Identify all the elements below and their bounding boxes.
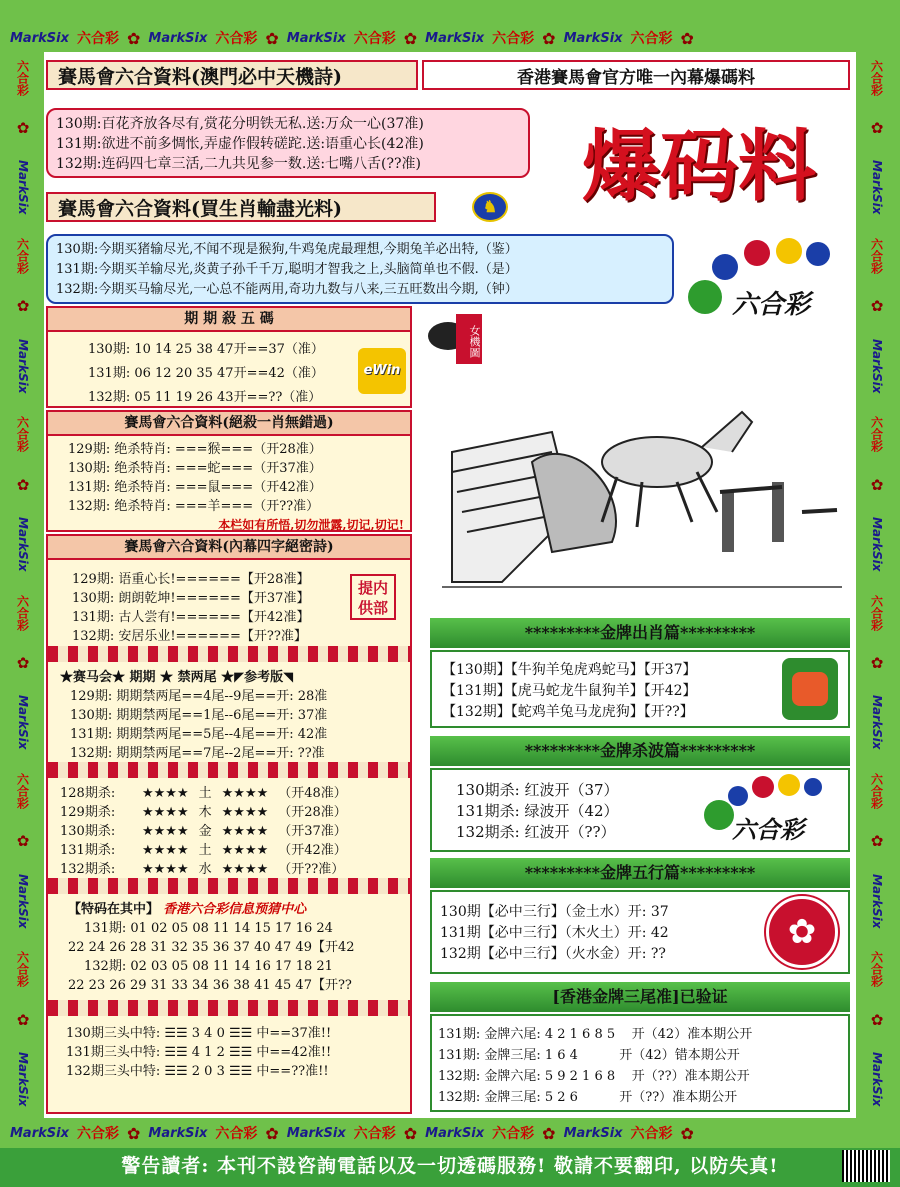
kill-five-row: 131期: 06 12 20 35 47开==42（准） bbox=[88, 366, 324, 381]
ban-tail-row: 131期: 期期禁两尾==5尾--4尾==开: 42准 bbox=[70, 727, 328, 742]
gold-zodiac-title: *********金牌出肖篇********* bbox=[430, 618, 850, 648]
star-kill-element: 土 bbox=[198, 786, 212, 801]
gold-wave-row: 132期杀: 红波开（??） bbox=[456, 823, 616, 841]
liuhecai-border-text: 六合彩 bbox=[492, 1126, 535, 1142]
flower-icon: ✿ bbox=[16, 832, 30, 851]
star-kill-period: 132期杀: bbox=[60, 862, 116, 877]
gold-five-row: 130期【必中三行】（金土水）开: 37 bbox=[440, 904, 669, 920]
special-line: 132期: 02 03 05 08 11 14 16 17 18 21 bbox=[84, 959, 333, 974]
stars-icon: ★★★★ bbox=[142, 824, 189, 839]
liuhecai-border-text: 六合彩 bbox=[869, 59, 884, 96]
flower-icon: ✿ bbox=[870, 118, 884, 137]
gold-tail-panel bbox=[430, 1014, 850, 1112]
header-title-2-text: 賽馬會六合資料(買生肖輸盡光料) bbox=[58, 197, 342, 220]
stars-icon: ★★★★ bbox=[142, 843, 189, 858]
gold-wave-row: 130期杀: 红波开（37） bbox=[456, 781, 619, 799]
zigzag-divider bbox=[48, 1000, 410, 1016]
flower-icon: ✿ bbox=[16, 475, 30, 494]
marksix-logo-text: MarkSix bbox=[425, 1125, 485, 1141]
header-title-2 bbox=[46, 192, 436, 222]
cartoon-illustration bbox=[442, 392, 842, 592]
stars-icon: ★★★★ bbox=[142, 786, 189, 801]
liuhecai-border-text: 六合彩 bbox=[15, 59, 30, 96]
four-char-row: 129期: 语重心长!======【开28准】 bbox=[72, 572, 310, 587]
star-kill-element: 木 bbox=[198, 805, 212, 820]
ball-red-icon bbox=[752, 776, 774, 798]
big-title: 爆码料 bbox=[581, 121, 816, 212]
bauhinia-emblem-icon: ✿ bbox=[766, 896, 838, 968]
liuhecai-border-text: 六合彩 bbox=[630, 31, 673, 47]
liuhecai-border-text: 六合彩 bbox=[869, 594, 884, 631]
zigzag-divider bbox=[48, 878, 410, 894]
four-char-row: 132期: 安居乐业!======【开??准】 bbox=[72, 629, 307, 644]
flower-icon: ✿ bbox=[16, 1010, 30, 1029]
kill-one-row: 130期: 绝杀特肖: ===蛇===（开37准） bbox=[68, 461, 322, 476]
marksix-logo-text: MarkSix bbox=[16, 160, 30, 215]
star-kill-element: 水 bbox=[198, 862, 212, 877]
ball-blue-icon bbox=[806, 242, 830, 266]
flower-icon: ✿ bbox=[16, 297, 30, 316]
kill-one-row: 131期: 绝杀特肖: ===鼠===（开42准） bbox=[68, 480, 322, 495]
ball-red-icon bbox=[744, 240, 770, 266]
flower-icon: ✿ bbox=[870, 653, 884, 672]
lose-zodiac-line: 132期:今期买马输尽光,一心总不能两用,奇功九数与八来,三五旺数出今期,（钟） bbox=[56, 282, 518, 297]
flower-icon: ✿ bbox=[126, 28, 141, 48]
special-line: 22 23 26 29 31 33 34 36 38 41 45 47【开?? bbox=[68, 978, 352, 993]
liuhecai-border-text: 六合彩 bbox=[630, 1126, 673, 1142]
gold-zodiac-panel bbox=[430, 650, 850, 728]
liuhecai-border-text: 六合彩 bbox=[76, 31, 119, 47]
star-kill-row bbox=[60, 860, 410, 879]
bottom-border-strip bbox=[10, 1123, 890, 1143]
marksix-logo-text: MarkSix bbox=[16, 873, 30, 928]
ball-green-icon bbox=[704, 800, 734, 830]
stars-icon: ★★★★ bbox=[221, 824, 269, 839]
star-kill-block bbox=[48, 778, 410, 878]
marksix-logo-text: MarkSix bbox=[870, 695, 884, 750]
gold-five-row: 132期【必中三行】（火水金）开: ?? bbox=[440, 946, 666, 962]
liuhecai-border-text: 六合彩 bbox=[869, 416, 884, 453]
special-label: 【特码在其中】 bbox=[68, 902, 160, 917]
ball-blue-icon bbox=[728, 786, 748, 806]
four-char-row: 130期: 朗朗乾坤!======【开37准】 bbox=[72, 591, 310, 606]
marksix-logo-text: MarkSix bbox=[286, 30, 346, 46]
ball-yellow-icon bbox=[776, 238, 802, 264]
star-kill-result: （开48准） bbox=[278, 786, 347, 801]
liuhecai-border-text: 六合彩 bbox=[76, 1126, 119, 1142]
ball-blue-icon bbox=[804, 778, 822, 796]
liuhecai-border-text: 六合彩 bbox=[215, 31, 258, 47]
kill-five-row: 130期: 10 14 25 38 47开==37（准） bbox=[88, 342, 324, 357]
marksix-logo-text: MarkSix bbox=[563, 30, 623, 46]
liuhecai-border-text: 六合彩 bbox=[869, 237, 884, 274]
gold-tail-row: 131期: 金牌三尾: 1 6 4 开（42）错本期公开 bbox=[438, 1048, 740, 1063]
liuhecai-border-text: 六合彩 bbox=[353, 31, 396, 47]
inside-stamp: 提内供部 bbox=[350, 574, 396, 620]
header-title-1-text: 賽馬會六合資料(澳門必中天機詩) bbox=[58, 65, 342, 88]
flower-icon: ✿ bbox=[265, 28, 279, 48]
four-char-title: 賽馬會六合資料(內幕四字絕密詩) bbox=[48, 536, 410, 560]
header-title-1 bbox=[46, 60, 418, 90]
gold-tail-row: 131期: 金牌六尾: 4 2 1 6 8 5 开（42）准本期公开 bbox=[438, 1027, 753, 1042]
kill-five-panel bbox=[46, 306, 412, 408]
marksix-logo-text: MarkSix bbox=[286, 1125, 346, 1141]
zigzag-divider bbox=[48, 646, 410, 662]
liuhecai-border-text: 六合彩 bbox=[15, 772, 30, 809]
flower-icon: ✿ bbox=[680, 1123, 694, 1143]
left-border-strip bbox=[6, 48, 40, 1118]
liuhecai-logo-text: 六合彩 bbox=[732, 290, 811, 320]
marksix-logo-text: MarkSix bbox=[10, 30, 69, 46]
marksix-logo-text: MarkSix bbox=[563, 1125, 623, 1141]
top-border-strip bbox=[10, 28, 890, 48]
star-kill-row bbox=[60, 841, 410, 860]
star-kill-row bbox=[60, 822, 410, 841]
ball-yellow-icon bbox=[778, 774, 800, 796]
zigzag-divider bbox=[48, 762, 410, 778]
gold-wave-row: 131期杀: 绿波开（42） bbox=[456, 802, 619, 820]
lose-zodiac-box bbox=[46, 234, 674, 304]
star-kill-result: （开37准） bbox=[278, 824, 347, 839]
kill-five-title: 期 期 殺 五 碼 bbox=[48, 308, 410, 332]
marksix-logo-text: MarkSix bbox=[425, 30, 485, 46]
flower-icon: ✿ bbox=[265, 1123, 279, 1143]
kill-one-note: 本栏如有所悟,切勿泄露,切记,切记! bbox=[218, 518, 404, 532]
kill-five-row: 132期: 05 11 19 26 43开==??（准） bbox=[88, 390, 322, 405]
three-head-row: 132期三头中特: ☰☰ 2 0 3 ☰☰ 中==??准!! bbox=[66, 1064, 329, 1079]
stars-icon: ★★★★ bbox=[221, 843, 269, 858]
star-kill-result: （开42准） bbox=[278, 843, 347, 858]
barcode-icon bbox=[842, 1150, 890, 1182]
marksix-logo-text: MarkSix bbox=[870, 516, 884, 572]
right-border-strip bbox=[860, 48, 894, 1118]
gold-zodiac-row: 【132期】【蛇鸡羊兔马龙虎狗】【开??】 bbox=[442, 704, 694, 720]
three-head-row: 130期三头中特: ☰☰ 3 4 0 ☰☰ 中==37准!! bbox=[66, 1026, 332, 1041]
star-kill-element: 土 bbox=[198, 843, 212, 858]
main-page bbox=[44, 52, 856, 1118]
flower-icon: ✿ bbox=[870, 832, 884, 851]
flower-icon: ✿ bbox=[870, 1010, 884, 1029]
star-kill-row bbox=[60, 784, 410, 803]
slogan-text: 香港賽馬會官方唯一內幕爆碼料 bbox=[517, 67, 755, 88]
marksix-logo-text: MarkSix bbox=[870, 873, 884, 928]
four-char-row: 131期: 古人尝有!======【开42准】 bbox=[72, 610, 310, 625]
marksix-logo-text: MarkSix bbox=[16, 1051, 30, 1107]
fist-icon bbox=[782, 658, 838, 720]
poem-line: 130期:百花齐放各尽有,赏花分明铁无私.送:万众一心(37准) bbox=[56, 116, 424, 132]
marksix-logo-text: MarkSix bbox=[148, 30, 208, 46]
gold-zodiac-row: 【131期】【虎马蛇龙牛鼠狗羊】【开42】 bbox=[442, 683, 697, 699]
ball-green-icon bbox=[688, 280, 722, 314]
flower-icon: ✿ bbox=[403, 1123, 418, 1143]
left-lower-panel bbox=[46, 534, 412, 1114]
flower-icon: ✿ bbox=[870, 475, 884, 494]
poem-box bbox=[46, 108, 530, 178]
slogan-bar bbox=[422, 60, 850, 90]
horse-logo-icon: ♞ bbox=[472, 192, 508, 222]
special-line: 22 24 26 28 31 32 35 36 37 40 47 49【开42 bbox=[68, 940, 355, 955]
special-line: 131期: 01 02 05 08 11 14 15 17 16 24 bbox=[84, 921, 333, 936]
flower-icon: ✿ bbox=[542, 28, 556, 48]
flower-icon: ✿ bbox=[680, 28, 694, 48]
gold-wave-title: *********金牌杀波篇********* bbox=[430, 736, 850, 766]
star-kill-row bbox=[60, 803, 410, 822]
liuhecai-border-text: 六合彩 bbox=[15, 951, 30, 988]
star-kill-result: （开??准） bbox=[278, 862, 345, 877]
lose-zodiac-line: 131期:今期买羊输尽光,炎黄子孙千千万,聪明才智我之上,头脑简单也不假.（是） bbox=[56, 262, 518, 277]
gold-five-panel bbox=[430, 890, 850, 974]
kill-one-row: 132期: 绝杀特肖: ===羊===（开??准） bbox=[68, 499, 320, 514]
stars-icon: ★★★★ bbox=[221, 805, 269, 820]
marksix-logo-text: MarkSix bbox=[870, 160, 884, 215]
marksix-logo-text: MarkSix bbox=[870, 1051, 884, 1107]
ewin-logo: eWin bbox=[358, 348, 406, 394]
marksix-logo-text: MarkSix bbox=[148, 1125, 208, 1141]
girl-label: 女機圖 bbox=[456, 314, 482, 364]
kill-one-row: 129期: 绝杀特肖: ===猴===（开28准） bbox=[68, 442, 322, 457]
star-kill-period: 131期杀: bbox=[60, 843, 116, 858]
stars-icon: ★★★★ bbox=[221, 862, 269, 877]
marksix-logo-text: MarkSix bbox=[16, 516, 30, 572]
flower-icon: ✿ bbox=[126, 1123, 141, 1143]
flower-icon: ✿ bbox=[870, 297, 884, 316]
star-kill-result: （开28准） bbox=[278, 805, 347, 820]
marksix-logo-text: MarkSix bbox=[16, 695, 30, 750]
gold-tail-title: [香港金牌三尾准]已验证 bbox=[430, 982, 850, 1012]
marksix-logo-text: MarkSix bbox=[10, 1125, 69, 1141]
liuhecai-border-text: 六合彩 bbox=[15, 237, 30, 274]
special-center: 香港六合彩信息预猜中心 bbox=[163, 902, 307, 917]
gold-five-row: 131期【必中三行】（木火土）开: 42 bbox=[440, 925, 669, 941]
star-kill-period: 130期杀: bbox=[60, 824, 116, 839]
flower-icon: ✿ bbox=[403, 28, 418, 48]
poem-line: 132期:连码四七章三活,二九共见参一数.送:七嘴八舌(??准) bbox=[56, 156, 421, 172]
flower-icon: ✿ bbox=[542, 1123, 556, 1143]
ball-blue-icon bbox=[712, 254, 738, 280]
ban-tail-row: 132期: 期期禁两尾==7尾--2尾==开: ??准 bbox=[70, 746, 325, 761]
flower-icon: ✿ bbox=[16, 118, 30, 137]
star-kill-period: 129期杀: bbox=[60, 805, 116, 820]
liuhecai-border-text: 六合彩 bbox=[492, 31, 535, 47]
liuhecai-border-text: 六合彩 bbox=[869, 772, 884, 809]
marksix-logo-text: MarkSix bbox=[870, 338, 884, 393]
gold-wave-panel bbox=[430, 768, 850, 852]
flower-icon: ✿ bbox=[16, 653, 30, 672]
kill-one-panel bbox=[46, 410, 412, 532]
gold-five-title: *********金牌五行篇********* bbox=[430, 858, 850, 888]
stars-icon: ★★★★ bbox=[142, 805, 189, 820]
warning-banner: 警告讀者: 本刊不設咨詢電話以及一切透碼服務! 敬請不要翻印, 以防失真! bbox=[0, 1148, 900, 1187]
ban-tail-title: ★赛马会★ 期期 ★ 禁两尾 ★◤参考版◥ bbox=[60, 670, 294, 685]
liuhecai-border-text: 六合彩 bbox=[15, 594, 30, 631]
gold-tail-row: 132期: 金牌六尾: 5 9 2 1 6 8 开（??）准本期公开 bbox=[438, 1069, 750, 1084]
poem-line: 131期:欲进不前多惆怅,弄虚作假转磋跎.送:语重心长(42准) bbox=[56, 136, 424, 152]
star-kill-element: 金 bbox=[198, 824, 212, 839]
gold-tail-row: 132期: 金牌三尾: 5 2 6 开（??）准本期公开 bbox=[438, 1090, 738, 1105]
gold-zodiac-row: 【130期】【牛狗羊兔虎鸡蛇马】【开37】 bbox=[442, 662, 697, 678]
liuhecai-border-text: 六合彩 bbox=[869, 951, 884, 988]
stars-icon: ★★★★ bbox=[142, 862, 189, 877]
three-head-row: 131期三头中特: ☰☰ 4 1 2 ☰☰ 中==42准!! bbox=[66, 1045, 332, 1060]
stars-icon: ★★★★ bbox=[221, 786, 269, 801]
liuhecai-border-text: 六合彩 bbox=[15, 416, 30, 453]
ban-tail-row: 130期: 期期禁两尾==1尾--6尾==开: 37准 bbox=[70, 708, 328, 723]
marksix-logo-text: MarkSix bbox=[16, 338, 30, 393]
liuhecai-border-text: 六合彩 bbox=[215, 1126, 258, 1142]
liuhecai-border-text: 六合彩 bbox=[353, 1126, 396, 1142]
liuhecai-logo-text: 六合彩 bbox=[732, 815, 804, 844]
star-kill-period: 128期杀: bbox=[60, 786, 116, 801]
ban-tail-row: 129期: 期期禁两尾==4尾--9尾==开: 28准 bbox=[70, 689, 328, 704]
lose-zodiac-line: 130期:今期买猪输尽光,不闻不现是猴狗,牛鸡兔虎最理想,今期兔羊必出特,（鉴） bbox=[56, 242, 518, 257]
kill-one-title: 賽馬會六合資料(絕殺一肖無錯過) bbox=[48, 412, 410, 436]
